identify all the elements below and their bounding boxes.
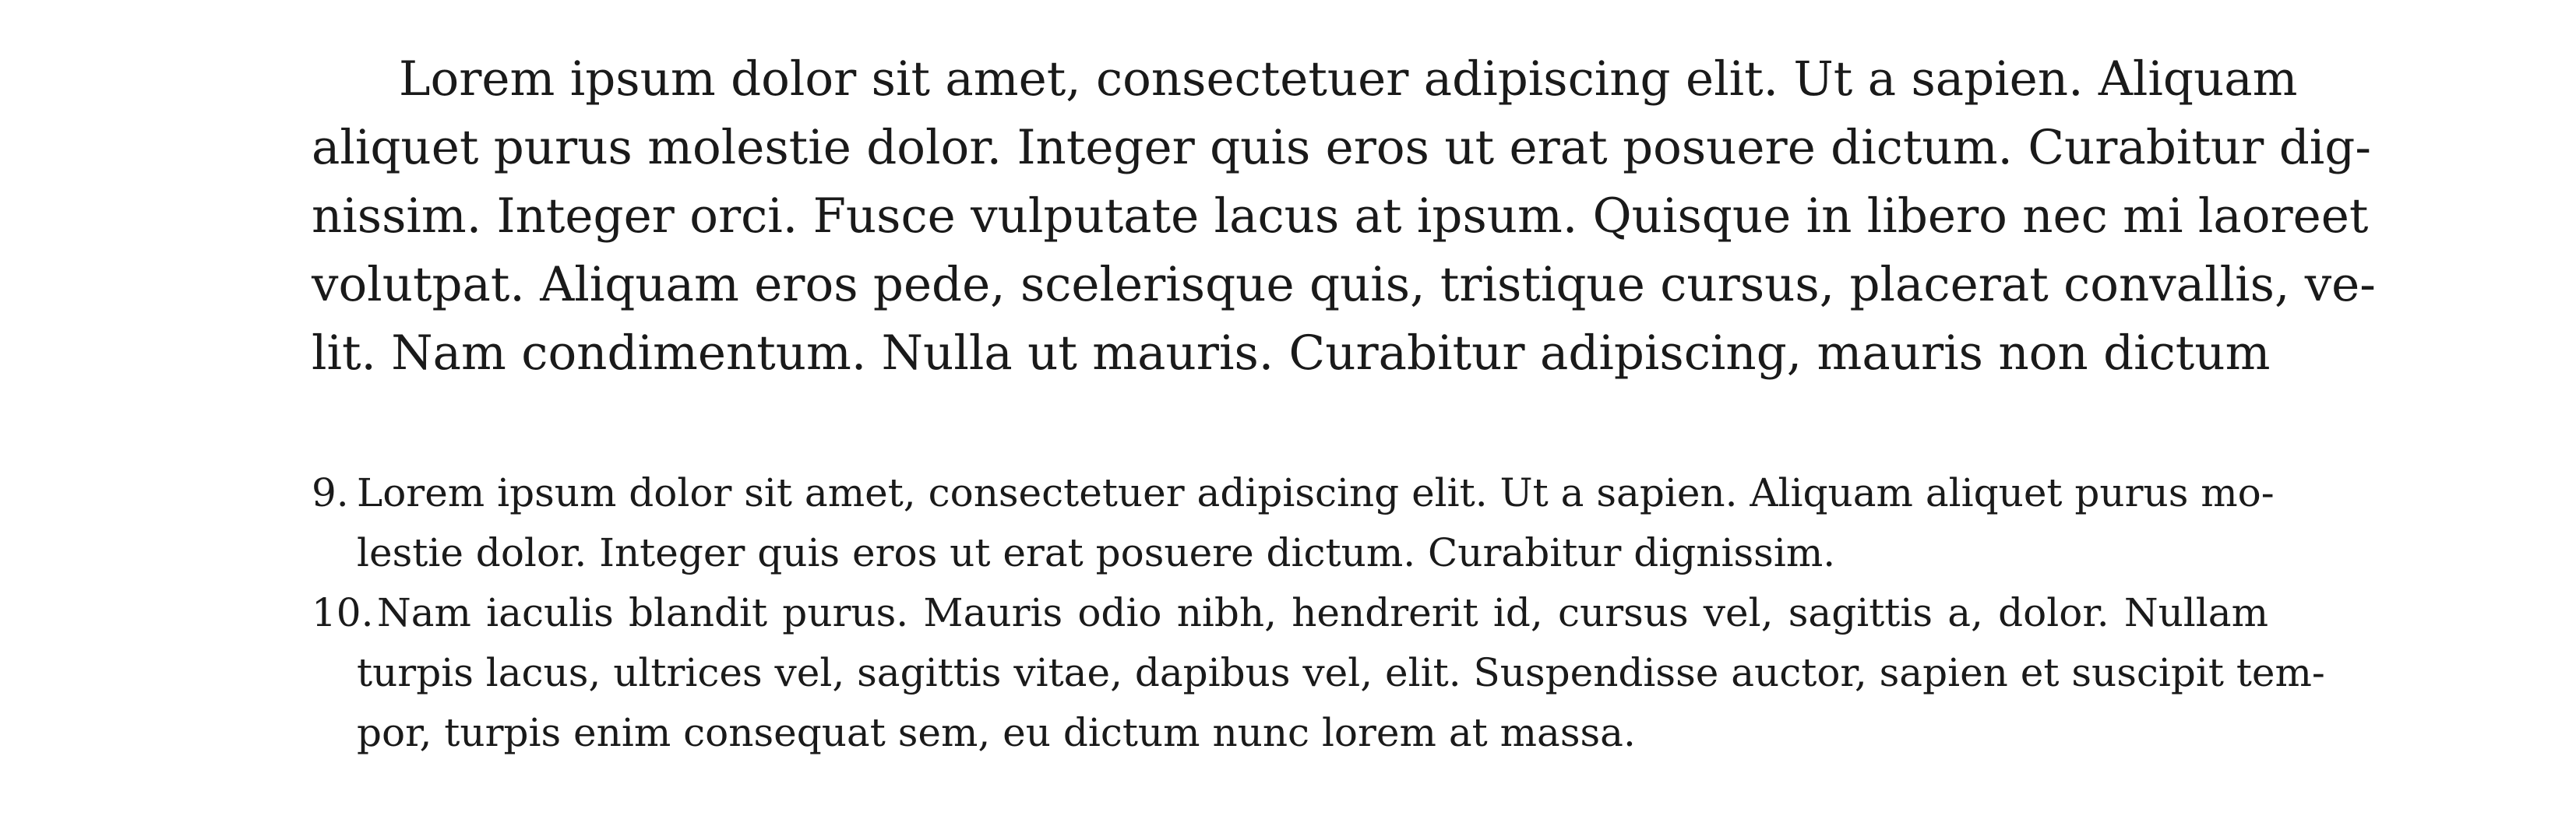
body-line: volutpat. Aliquam eros pede, scelerisque quis, tristique cursus, placerat convallis, ve-: [312, 257, 2376, 312]
footnote-number: 10.: [312, 590, 374, 635]
footnotes: [312, 463, 2325, 763]
footnote-line: lestie dolor. Integer quis eros ut erat posuere dictum. Curabitur dignissim.: [357, 530, 1836, 575]
footnote-line: Nam iaculis blandit purus. Mauris odio nibh, hendrerit id, cursus vel, sagittis a, dolor. Nullam: [377, 590, 2268, 635]
body-paragraph: [312, 45, 2376, 388]
body-line: Lorem ipsum dolor sit amet, consectetuer adipiscing elit. Ut a sapien. Aliquam: [399, 51, 2298, 107]
body-line: nissim. Integer orci. Fusce vulputate lacus at ipsum. Quisque in libero nec mi laoreet: [312, 188, 2369, 244]
body-line: lit. Nam condimentum. Nulla ut mauris. Curabitur adipiscing, mauris non dictum: [312, 325, 2271, 381]
footnote-10: [312, 583, 2325, 763]
footnote-line: Lorem ipsum dolor sit amet, consectetuer adipiscing elit. Ut a sapien. Aliquam aliquet purus mo-: [357, 470, 2275, 515]
footnote-line: por, turpis enim consequat sem, eu dictum nunc lorem at massa.: [357, 710, 1636, 755]
footnote-9: [312, 463, 2275, 583]
body-line: aliquet purus molestie dolor. Integer quis eros ut erat posuere dictum. Curabitur dig-: [312, 120, 2371, 175]
footnote-line: turpis lacus, ultrices vel, sagittis vitae, dapibus vel, elit. Suspendisse auctor, sapien et suscipit tem-: [357, 650, 2325, 695]
footnote-number: 9.: [312, 470, 349, 515]
